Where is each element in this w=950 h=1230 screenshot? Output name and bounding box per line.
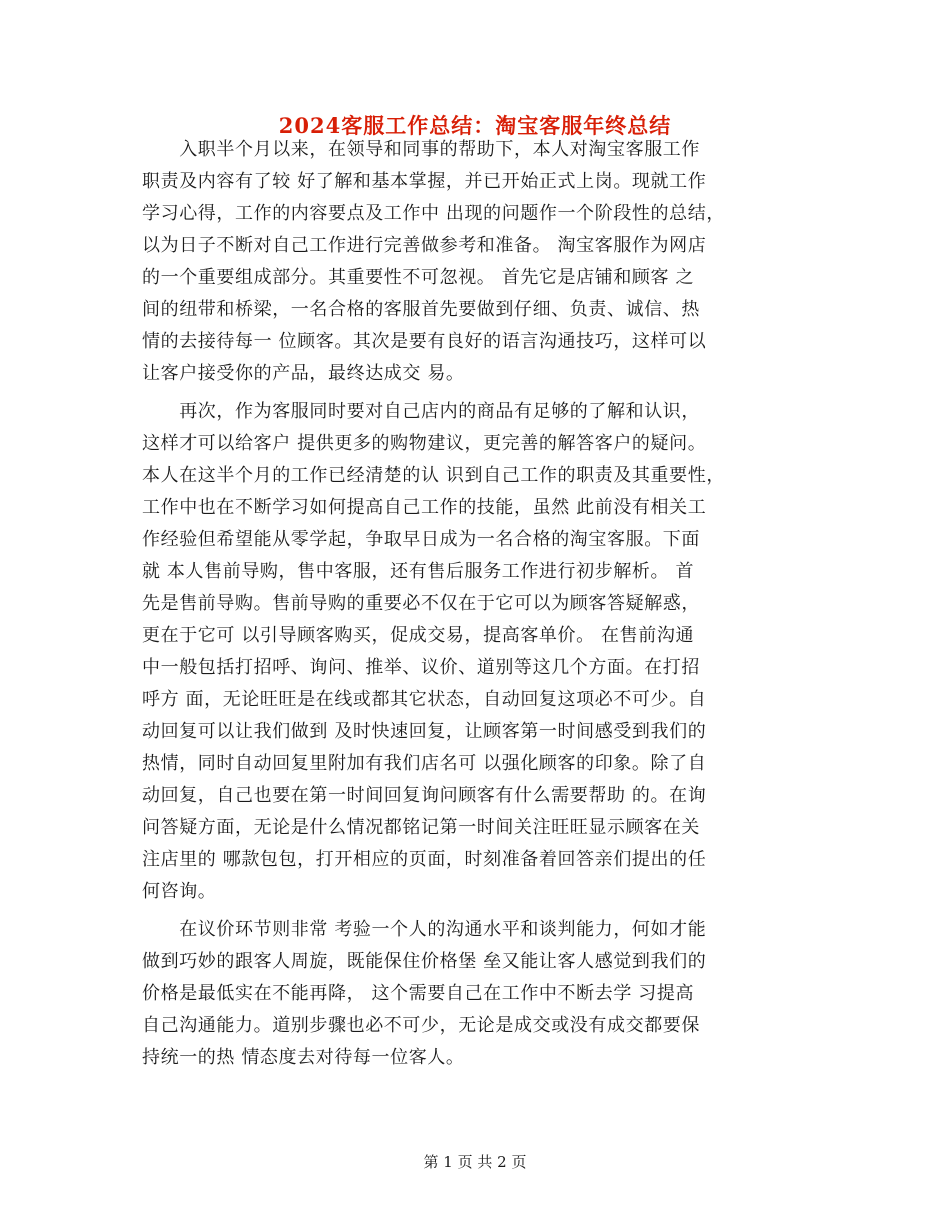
text-line: 更在于它可 以引导顾客购买，促成交易，提高客单价。 在售前沟通 (142, 625, 695, 646)
text-line: 本人在这半个月的工作已经清楚的认 识到自己工作的职责及其重要性， (142, 465, 725, 486)
text-line: 让客户接受你的产品，最终达成交 易。 (142, 363, 465, 384)
text-line: 在议价环节则非常 考验一个人的沟通水平和谈判能力，何如才能 (142, 919, 707, 940)
text-line: 入职半个月以来，在领导和同事的帮助下，本人对淘宝客服工作 (142, 139, 700, 160)
text-line: 呼方 面，无论旺旺是在线或都其它状态，自动回复这项必不可少。自 (142, 689, 707, 710)
text-line: 以为日子不断对自己工作进行完善做参考和准备。 淘宝客服作为网店 (142, 235, 707, 256)
text-line: 做到巧妙的跟客人周旋，既能保住价格堡 垒又能让客人感觉到我们的 (142, 951, 707, 972)
text-line: 持统一的热 情态度去对待每一位客人。 (142, 1047, 465, 1068)
paragraph-3 (142, 914, 812, 1074)
text-line: 就 本人售前导购，售中客服，还有售后服务工作进行初步解析。 首 (142, 561, 695, 582)
text-line: 再次，作为客服同时要对自己店内的商品有足够的了解和认识， (142, 401, 700, 422)
text-line: 热情，同时自动回复里附加有我们店名可 以强化顾客的印象。除了自 (142, 753, 707, 774)
text-line: 的一个重要组成部分。其重要性不可忽视。 首先它是店铺和顾客 之 (142, 267, 695, 288)
text-line: 动回复，自己也要在第一时间回复询问顾客有什么需要帮助 的。在询 (142, 785, 707, 806)
text-line: 学习心得，工作的内容要点及工作中 出现的问题作一个阶段性的总结， (142, 203, 725, 224)
text-line: 间的纽带和桥梁，一名合格的客服首先要做到仔细、负责、诚信、热 (142, 299, 700, 320)
text-line: 工作中也在不断学习如何提高自己工作的技能，虽然 此前没有相关工 (142, 497, 707, 518)
text-line: 情的去接待每一 位顾客。其次是要有良好的语言沟通技巧，这样可以 (142, 331, 707, 352)
text-line: 中一般包括打招呼、询问、推举、议价、道别等这几个方面。在打招 (142, 657, 700, 678)
text-line: 自己沟通能力。道别步骤也必不可少，无论是成交或没有成交都要保 (142, 1015, 700, 1036)
text-line: 这样才可以给客户 提供更多的购物建议，更完善的解答客户的疑问。 (142, 433, 707, 454)
paragraph-1 (142, 134, 812, 390)
text-line: 何咨询。 (142, 881, 217, 902)
paragraph-2 (142, 396, 812, 908)
document-title: 2024客服工作总结：淘宝客服年终总结 (278, 113, 672, 138)
text-line: 价格是最低实在不能再降， 这个需要自己在工作中不断去学 习提高 (142, 983, 695, 1004)
text-line: 作经验但希望能从零学起，争取早日成为一名合格的淘宝客服。下面 (142, 529, 700, 550)
text-line: 注店里的 哪款包包，打开相应的页面，时刻准备着回答亲们提出的任 (142, 849, 707, 870)
page-footer: 第 1 页 共 2 页 (423, 1153, 527, 1171)
document-body (142, 134, 812, 1074)
text-line: 先是售前导购。售前导购的重要必不仅在于它可以为顾客答疑解惑， (142, 593, 700, 614)
text-line: 职责及内容有了较 好了解和基本掌握，并已开始正式上岗。现就工作 (142, 171, 707, 192)
text-line: 问答疑方面，无论是什么情况都铭记第一时间关注旺旺显示顾客在关 (142, 817, 700, 838)
text-line: 动回复可以让我们做到 及时快速回复，让顾客第一时间感受到我们的 (142, 721, 707, 742)
